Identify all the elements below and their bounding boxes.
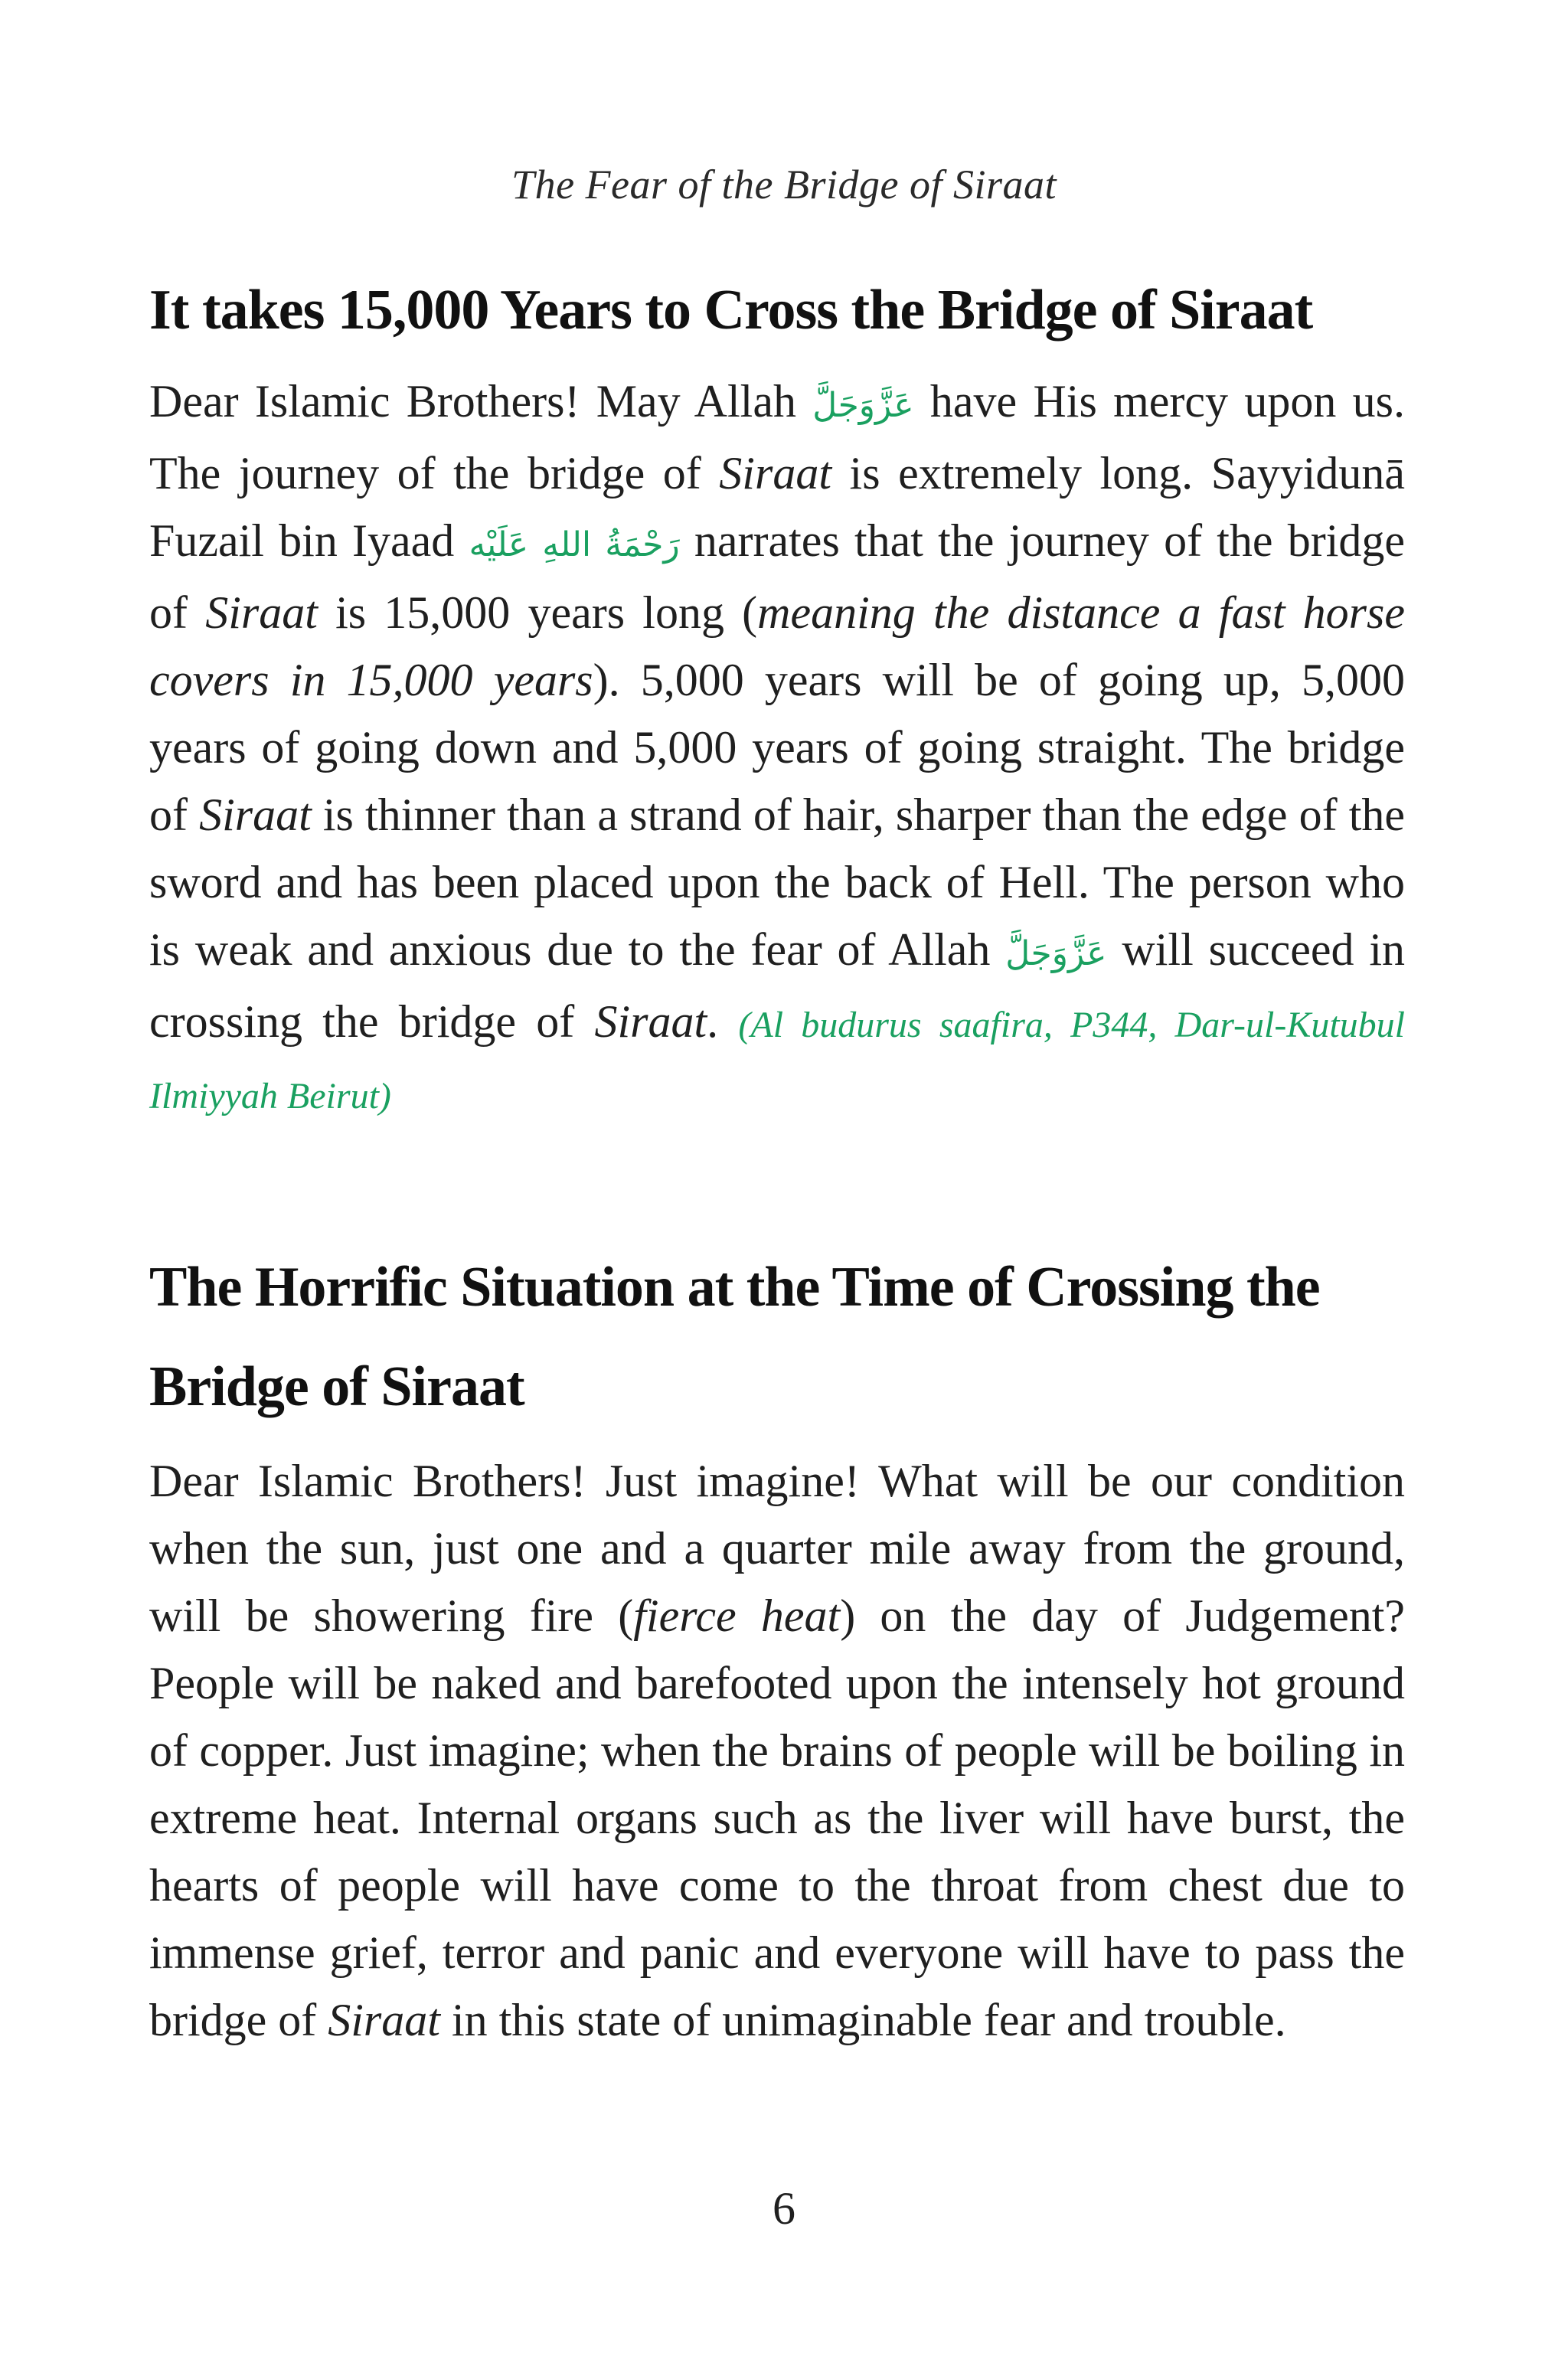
term-siraat: Siraat xyxy=(199,789,312,840)
text-run: Dear Islamic Brothers! May Allah xyxy=(149,376,813,427)
term-siraat: Siraat xyxy=(594,996,707,1047)
text-run: is 15,000 years long ( xyxy=(317,587,758,638)
section-heading-crossing-time: It takes 15,000 Years to Cross the Bridge of Siraat xyxy=(149,279,1313,342)
text-run: . xyxy=(707,996,739,1047)
reference-citation: (Al budurus saafira, P344, Dar-ul-Kutubul Ilmiyyah Beirut) xyxy=(149,1005,1406,1116)
text-run: will succeed in crossing the bridge of xyxy=(149,924,1405,1047)
running-head: The Fear of the Bridge of Siraat xyxy=(511,162,1057,208)
text-run: is thinner than a strand of hair, sharper than the edge of the sword and has been placed upon the back of Hell. The person who is weak and anxious due to the fear of Allah xyxy=(149,789,1406,975)
page-content xyxy=(149,260,1405,2054)
arabic-honorific-allah: عَزَّوَجَلَّ xyxy=(1005,934,1107,973)
text-run: ) on the day of Judgement? People will be naked and barefooted upon the intensely hot ground of copper. Just imagine; when the brains of people will be boiling in extreme heat. Internal organs such as the liver will have burst, the hearts of people will have come to the throat from chest due to immense grief, terror and panic and everyone will have to pass the bridge of xyxy=(149,1590,1405,2045)
term-siraat: Siraat xyxy=(328,1995,440,2045)
term-fierce-heat: fierce heat xyxy=(633,1590,841,1641)
text-run: is extremely long. Sayyidunā Fuzail bin Iyaad xyxy=(149,448,1405,566)
term-siraat: Siraat xyxy=(719,448,831,499)
paragraph-horrific-situation xyxy=(149,1447,1405,2054)
page-number: 6 xyxy=(773,2183,795,2234)
text-run: in this state of unimaginable fear and trouble. xyxy=(439,1995,1286,2045)
paragraph-bridge-journey xyxy=(149,368,1405,1130)
meaning-note: meaning the distance a fast horse covers in 15,000 years xyxy=(149,587,1406,705)
term-siraat: Siraat xyxy=(205,587,318,638)
text-run: have His mercy upon us. The journey of the bridge of xyxy=(149,376,1405,499)
section-heading-horrific-situation: The Horrific Situation at the Time of Crossing the Bridge of Siraat xyxy=(149,1256,1320,1418)
text-run: Dear Islamic Brothers! Just imagine! What will be our condition when the sun, just one and a quarter mile away from the ground, will be showering fire ( xyxy=(149,1456,1405,1641)
arabic-honorific-allah: عَزَّوَجَلَّ xyxy=(812,386,914,425)
text-run: ). 5,000 years will be of going up, 5,000 years of going down and 5,000 years of going straight. The bridge of xyxy=(149,655,1405,840)
text-run: narrates that the journey of the bridge of xyxy=(149,515,1405,638)
arabic-honorific-rahmatullah: رَحْمَةُ اللهِ عَلَيْه xyxy=(469,525,680,564)
